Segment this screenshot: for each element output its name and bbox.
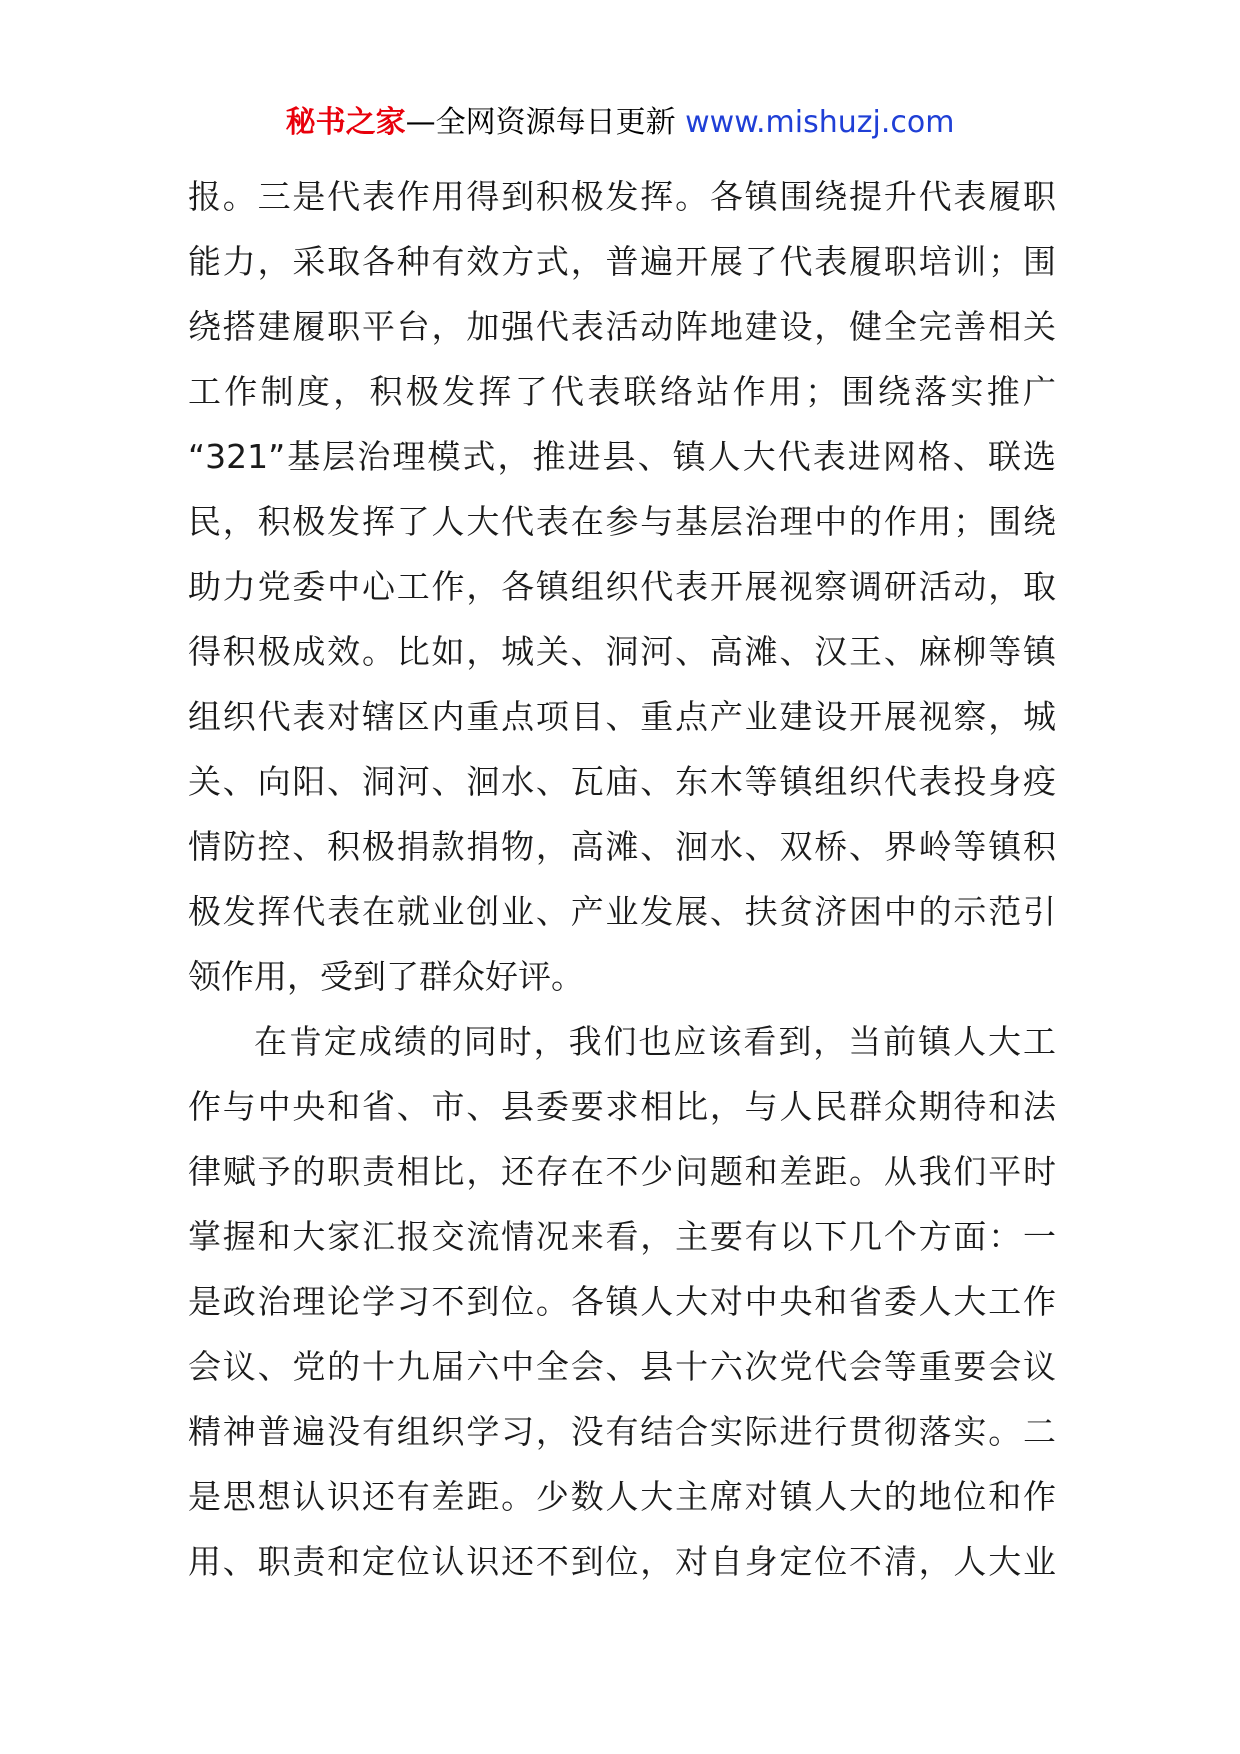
paragraph-first-line: 在肯定成绩的同时，我们也应该看到，当前镇人大工 [254, 1022, 1056, 1061]
document-body [188, 164, 1056, 1594]
text-line: 绕搭建履职平台，加强代表活动阵地建设，健全完善相关 [188, 307, 1056, 346]
text-line: 助力党委中心工作，各镇组织代表开展视察调研活动，取 [188, 567, 1056, 606]
text-line: “321”基层治理模式，推进县、镇人大代表进网格、联选 [188, 437, 1056, 476]
text-line: 律赋予的职责相比，还存在不少问题和差距。从我们平时 [188, 1152, 1056, 1191]
text-line: 情防控、积极捐款捐物，高滩、洄水、双桥、界岭等镇积 [188, 827, 1056, 866]
text-line: 是思想认识还有差距。少数人大主席对镇人大的地位和作 [188, 1477, 1056, 1516]
text-line: 精神普遍没有组织学习，没有结合实际进行贯彻落实。二 [188, 1412, 1056, 1451]
text-line: 关、向阳、洞河、洄水、瓦庙、东木等镇组织代表投身疫 [188, 762, 1056, 801]
site-url-link[interactable]: www.mishuzj.com [685, 105, 955, 140]
text-line: 用、职责和定位认识还不到位，对自身定位不清，人大业 [188, 1542, 1056, 1581]
text-line: 是政治理论学习不到位。各镇人大对中央和省委人大工作 [188, 1282, 1056, 1321]
brand-name: 秘书之家 [285, 105, 406, 140]
text-line: 民，积极发挥了人大代表在参与基层治理中的作用；围绕 [188, 502, 1056, 541]
text-line: 会议、党的十九届六中全会、县十六次党代会等重要会议 [188, 1347, 1056, 1386]
header-tagline: —全网资源每日更新 [405, 105, 686, 140]
text-line: 组织代表对辖区内重点项目、重点产业建设开展视察，城 [188, 697, 1056, 736]
text-line: 极发挥代表在就业创业、产业发展、扶贫济困中的示范引 [188, 892, 1056, 931]
text-line: 得积极成效。比如，城关、洞河、高滩、汉王、麻柳等镇 [188, 632, 1056, 671]
paragraph-end-line: 领作用，受到了群众好评。 [188, 957, 584, 996]
text-line: 报。三是代表作用得到积极发挥。各镇围绕提升代表履职 [188, 177, 1056, 216]
text-line: 工作制度，积极发挥了代表联络站作用；围绕落实推广 [188, 372, 1056, 411]
page-header [0, 101, 1240, 145]
text-line: 作与中央和省、市、县委要求相比，与人民群众期待和法 [188, 1087, 1056, 1126]
text-line: 掌握和大家汇报交流情况来看，主要有以下几个方面：一 [188, 1217, 1056, 1256]
text-line: 能力，采取各种有效方式，普遍开展了代表履职培训；围 [188, 242, 1056, 281]
